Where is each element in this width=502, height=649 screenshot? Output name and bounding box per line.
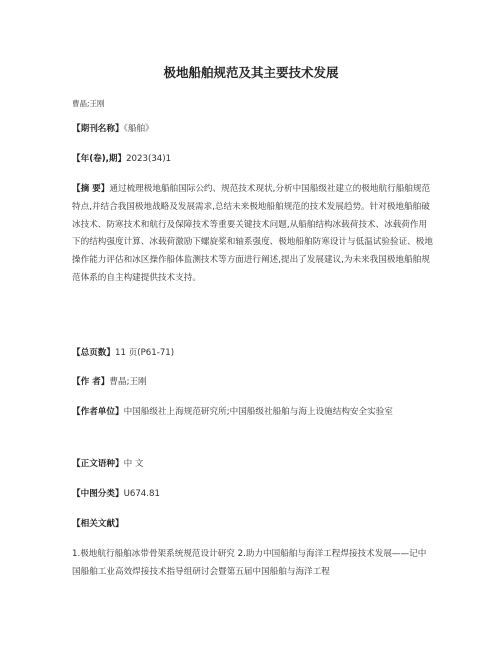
language-label: 【正文语种】 (72, 459, 124, 469)
issue-field (72, 151, 434, 169)
journal-label: 【期刊名称】 (72, 124, 124, 134)
journal-value: 《船舶》 (123, 124, 154, 134)
journal-field (72, 121, 434, 139)
language-value: 中 文 (123, 459, 144, 469)
related-field (72, 516, 434, 534)
abstract-label: 【摘 要】 (72, 184, 110, 194)
pages-value: 11 页(P61-71) (114, 348, 175, 358)
abstract-value: 通过梳理极地船舶国际公约、规范技术现状,分析中国船级社建立的极地航行船舶规范特点,并结合我国极地战略及发展需求,总结未来极地船舶规范的技术发展趋势。针对极地船舶破冰技术、防寒技术和航行及保障技术等重要关键技术问题,从船舶结构冰载荷技术、冰载荷作用下的结构强度计算、冰载荷激励下螺旋桨和轴系强度、极地船舶防寒设计与低温试验验证、极地操作能力评估和冰区操作船体监测技术等方面进行阐述,提出了发展建议,为未来我国极地船舶规范体系的自主构建提供技术支持。 (72, 184, 433, 283)
abstract-field (72, 181, 434, 288)
language-field (72, 456, 434, 474)
author-value: 曹晶;王刚 (109, 377, 147, 387)
issue-label: 【年(卷),期】 (72, 154, 127, 164)
document-title: 极地船舶规范及其主要技术发展 (163, 65, 339, 80)
author-field (72, 374, 434, 392)
classification-field (72, 486, 434, 504)
issue-value: 2023(34)1 (126, 154, 172, 164)
related-list: 1.极地航行船舶冰带骨架系统规范设计研究 2.助力中国船舶与海洋工程焊接技术发展——记中国船舶工业高效焊接技术指导组研讨会暨第五届中国船舶与海洋工程 (72, 549, 427, 577)
affiliation-value: 中国船级社上海规范研究所;中国船级社船舶与海上设施结构安全实验室 (123, 407, 393, 417)
related-label: 【相关文献】 (72, 519, 124, 529)
classification-value: U674.81 (123, 489, 160, 499)
pages-label: 【总页数】 (72, 348, 115, 358)
pages-field (72, 345, 434, 363)
author-label: 【作 者】 (72, 377, 110, 387)
affiliation-field (72, 404, 434, 422)
classification-label: 【中图分类】 (72, 489, 124, 499)
affiliation-label: 【作者单位】 (72, 407, 124, 417)
author-line: 曹晶;王刚 (72, 99, 105, 108)
